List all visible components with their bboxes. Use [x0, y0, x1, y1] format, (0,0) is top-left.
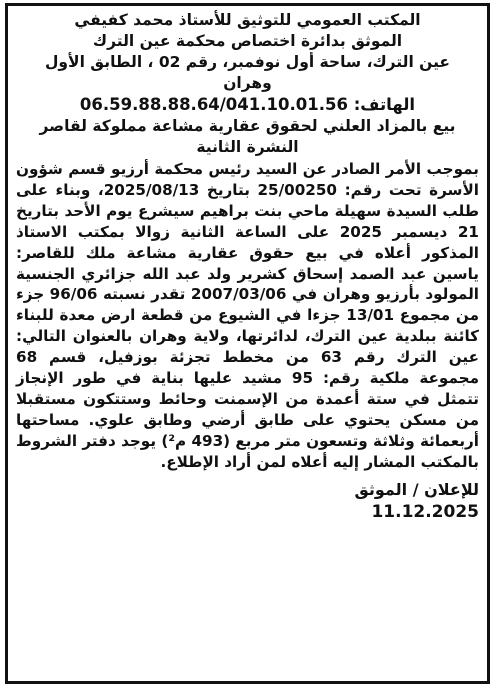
office-address: عين الترك، ساحة أول نوفمبر، رقم 02 ، الطابق الأول: [44, 53, 451, 71]
notice-edition: النشرة الثانية: [196, 138, 299, 156]
office-city: وهران: [223, 74, 272, 92]
office-phone: الهاتف: 06.59.88.88.64/041.10.01.56: [79, 95, 416, 114]
office-name: المكتب العمومي للتوثيق للأستاذ محمد كفيفي: [74, 11, 421, 29]
notice-subject: بيع بالمزاد العلني لحقوق عقارية مشاعة مملوكة لقاصر: [39, 117, 456, 135]
legal-notice: [5, 3, 490, 684]
notary-signature: للإعلان / الموثق: [354, 479, 479, 499]
notice-body: بموجب الأمر الصادر عن السيد رئيس محكمة أرزيو قسم شؤون الأسرة تحت رقم: 25/00250 بتاريخ 2025/08/13، وبناء على طلب السيدة سهيلة ماحي بنت براهيم سيشرع يوم الأحد بتاريخ 21 ديسمبر 2025 على الساعة الثانية زوالا بمكتب الاستاذ المذكور أعلاه في بيع حقوق عقارية مشاعة ملك للقاصر: ياسين عبد الصمد إسحاق كشرير ولد عبد الله جزائري الجنسية المولود بأرزيو وهران في 2007/03/06 تقدر نسبته 96/06 جزء من مجموع 13/01 جزءا في الشيوع من قطعة ارض معدة للبناء كائنة ببلدية عين الترك، لدائرتها، ولاية وهران بالعنوان التالي: عين الترك رقم 63 من مخطط تجزئة بوزفيل، قسم 68 مجموعة ملكية رقم: 95 مشيد عليها بناية في طور الإنجاز تتمثل في ستة أعمدة من الإسمنت وحائط وستتكون مستقبلا من مسكن يحتوي على طابق أرضي وطابق علوي. مساحتها أربعمائة وثلاثة وتسعون متر مربع (493 م²) يوجد دفتر الشروط بالمكتب المشار إليه أعلاه لمن أراد الإطلاع.: [16, 160, 480, 471]
notary-jurisdiction: الموثق بدائرة اختصاص محكمة عين الترك: [92, 32, 403, 50]
notice-date: 11.12.2025: [371, 501, 479, 522]
